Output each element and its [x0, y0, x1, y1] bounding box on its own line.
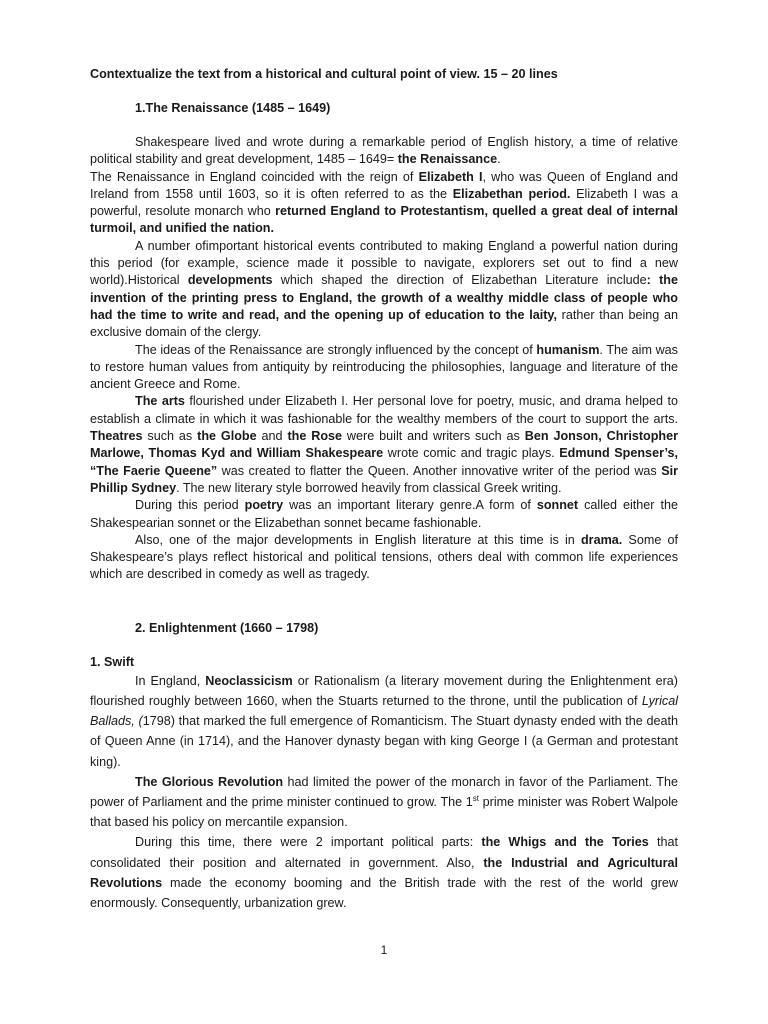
text-run: Lyrical Ballads,	[90, 693, 678, 729]
text-run: .	[497, 152, 501, 167]
text-run: flourished under Elizabeth I. Her personal love for poetry, music, and drama helped to establish a climate in which it was fashionable for the wealthy members of the court to support the arts.	[90, 394, 678, 426]
text-run: . The new literary style borrowed heavily from classical Greek writing.	[176, 480, 562, 495]
text-run: Theatres	[90, 429, 143, 444]
text-run: wrote comic and tragic plays.	[383, 446, 560, 461]
text-run: 1798) that marked the full emergence of Romanticism. The Stuart dynasty ended with the death of Queen Anne (in 1714), and the Hanover dynasty began with king George I (a German and protestant king).	[90, 714, 679, 769]
page-number: 1	[380, 943, 388, 957]
section-2-title: 2. Enlightenment (1660 – 1798)	[135, 620, 319, 635]
paragraph	[90, 238, 678, 342]
text-run: Elizabeth I was a powerful, resolute monarch who	[90, 186, 679, 219]
text-run: . The aim was to restore human values from antiquity by reintroducing the philosophies, language and literature of the ancient Greece and Rome.	[90, 342, 678, 392]
text-run: Elizabethan period.	[452, 186, 571, 201]
text-run: developments	[187, 273, 273, 288]
text-run: such as	[142, 429, 198, 444]
text-run: The ideas of the Renaissance are strongly influenced by the concept of	[135, 342, 537, 357]
text-run: drama.	[580, 532, 623, 547]
text-run: prime minister was Robert Walpole that based his policy on mercantile expansion.	[90, 794, 679, 830]
text-run: the Globe	[197, 429, 257, 444]
text-run: During this period	[135, 498, 245, 513]
assignment-prompt: Contextualize the text from a historical and cultural point of view. 15 – 20 lines	[90, 67, 558, 81]
text-run: or Rationalism (a literary movement during the Enlightenment era) flourished roughly between 1660, when the Stuarts returned to the throne, until the publication of	[90, 673, 678, 708]
text-run: : the invention of the printing press to England, the growth of a wealthy middle class of people who had the time to write and read, and the opening up of education to the laity,	[90, 273, 678, 322]
text-run: made the economy booming and the British trade with the rest of the world grew enormously. Consequently, urbanization grew.	[90, 875, 678, 910]
text-run: Also, one of the major developments in English literature at this time is in	[135, 532, 581, 547]
text-run: Edmund Spenser’s, “The Faerie Queene”	[90, 446, 678, 478]
text-run: In England,	[135, 673, 206, 688]
text-run: Some of Shakespeare’s plays reflect historical and political tensions, others deal with common life experiences which are described in comedy as well as tragedy.	[90, 532, 678, 582]
paragraph	[90, 772, 678, 833]
paragraph	[90, 342, 678, 394]
text-run: , who was Queen of England and Ireland from 1558 until 1603, so it is often referred to as the	[90, 169, 679, 201]
text-run: Ben Jonson, Christopher Marlowe, Thomas Kyd and William Shakespeare	[90, 429, 679, 461]
paragraph	[90, 497, 678, 532]
text-run: Neoclassicism	[205, 673, 293, 688]
section-2-body	[90, 671, 678, 913]
text-run: The Glorious Revolution	[135, 774, 284, 789]
text-run: and	[256, 429, 288, 444]
paragraph	[90, 393, 678, 497]
text-run: Elizabeth I	[418, 169, 483, 184]
paragraph	[90, 134, 678, 169]
text-run: Sir Phillip Sydney	[90, 463, 678, 495]
paragraph	[90, 671, 678, 772]
paragraph	[90, 832, 678, 913]
section-1-title: 1.The Renaissance (1485 – 1649)	[135, 101, 331, 115]
text-run: called either the Shakespearian sonnet or the Elizabethan sonnet became fashionable.	[90, 498, 678, 530]
text-run: The Renaissance in England coincided with the reign of	[90, 169, 419, 184]
text-run: returned England to Protestantism, quelled a great deal of internal turmoil, and unified the nation.	[90, 204, 678, 236]
text-run: were built and writers such as	[342, 429, 525, 444]
text-run: A number ofimportant historical events contributed to making England a powerful nation during this period (for example, science made it possible to navigate, explorers set out to find a new world).Historical	[90, 238, 678, 288]
text-run: st	[472, 793, 480, 803]
text-run: the Renaissance	[397, 152, 498, 167]
text-run: the Rose	[287, 429, 343, 444]
text-run: rather than being an exclusive domain of the clergy.	[90, 307, 678, 340]
document-body	[90, 66, 678, 913]
paragraph	[90, 169, 678, 238]
text-run: Shakespeare lived and wrote during a remarkable period of English history, a time of relative political stability and great development, 1485 – 1649=	[90, 135, 678, 167]
text-run: During this time, there were 2 important political parts:	[135, 835, 482, 850]
text-run: humanism	[536, 342, 600, 357]
text-run: the Industrial and Agricultural Revolutions	[90, 855, 678, 890]
text-run: that consolidated their position and alternated in government. Also,	[90, 835, 678, 870]
text-run: the Whigs and the Tories	[481, 835, 649, 850]
text-run: sonnet	[536, 498, 579, 513]
text-run: was created to flatter the Queen. Another innovative writer of the period was	[217, 463, 662, 478]
section-2-subtitle: 1. Swift	[90, 654, 135, 669]
text-run: was an important literary genre.A form of	[283, 498, 537, 513]
text-run: poetry	[244, 498, 284, 513]
text-run: which shaped the direction of Elizabethan Literature include	[272, 273, 647, 288]
text-run: (	[138, 714, 143, 729]
text-run: had limited the power of the monarch in favor of the Parliament. The power of Parliament and the prime minister continued to grow. The 1	[90, 774, 678, 809]
text-run: The arts	[135, 394, 185, 409]
paragraph	[90, 532, 678, 584]
